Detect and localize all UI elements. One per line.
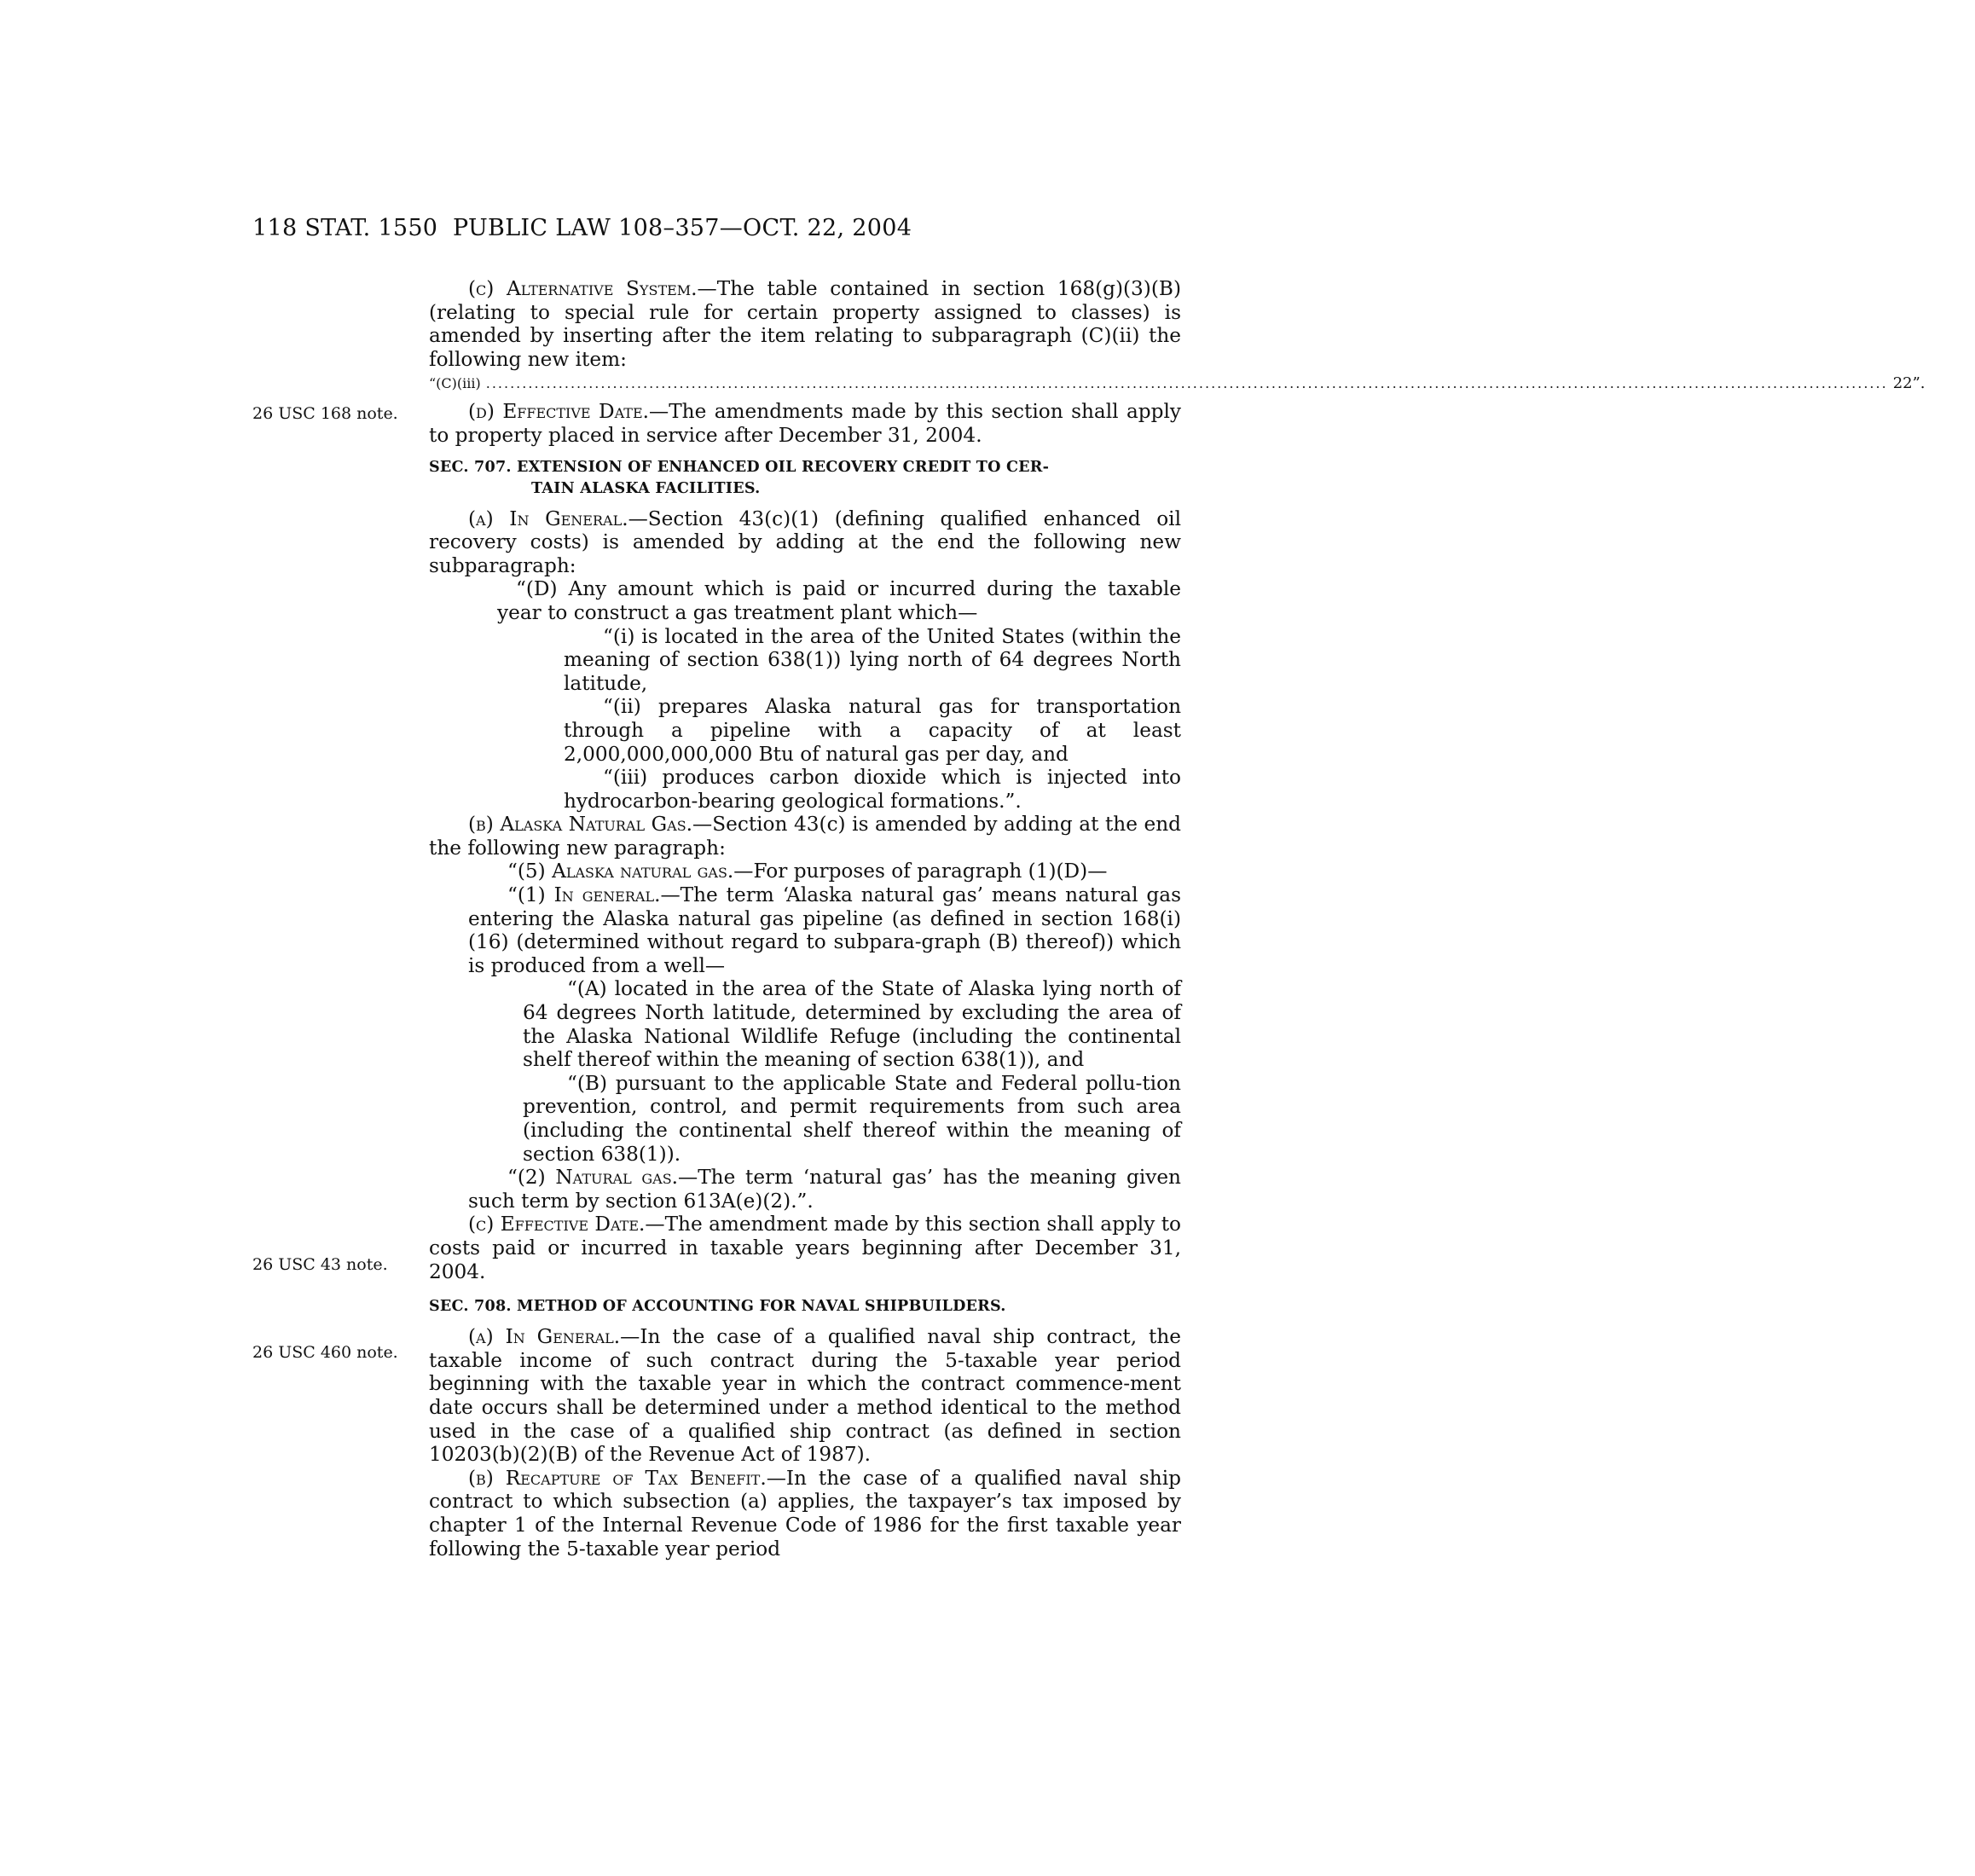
subsection-707b: [429, 813, 1181, 860]
quoted-paragraph-1: [429, 883, 1181, 977]
subsection-text: —Section 43(c) is amended by adding at the end the following new paragraph:: [429, 813, 1181, 860]
paragraph-text: —The term ‘natural gas’ has the meaning given such term by section 613A(e)(2).”.: [468, 1166, 1181, 1213]
table-item-line: [429, 373, 1926, 395]
paragraph-heading: “(5) Alaska natural gas.: [507, 860, 734, 883]
section-707-title: [429, 456, 1181, 499]
quoted-clause-iii: “(iii) produces carbon dioxide which is injected into hydrocarbon-bearing geological formations.”.: [564, 766, 1181, 813]
subsection-heading: (b) Recapture of Tax Benefit.: [468, 1466, 767, 1490]
public-law-title: PUBLIC LAW 108–357—OCT. 22, 2004: [453, 215, 912, 241]
margin-note-168: 26 USC 168 note.: [252, 404, 398, 423]
subsection-heading: (a) In General.: [468, 507, 628, 530]
subsection-text: —The table contained in section 168(g)(3)(B) (relating to special rule for certain property assigned to classes) is amended by inserting after the item relating to subparagraph (C)(ii) the following new item:: [429, 277, 1181, 371]
quoted-clause-ii: “(ii) prepares Alaska natural gas for transportation through a pipeline with a capacity of at least 2,000,000,000,000 Btu of natural gas per day, and: [564, 695, 1181, 766]
subsection-707c: [429, 1213, 1181, 1283]
table-item-label: “(C)(iii): [429, 375, 481, 392]
page-header: [252, 213, 1182, 244]
section-title-line: SEC. 707. EXTENSION OF ENHANCED OIL RECOVERY CREDIT TO CER-: [429, 457, 1050, 476]
margin-note-43: 26 USC 43 note.: [252, 1255, 388, 1274]
section-708-title: SEC. 708. METHOD OF ACCOUNTING FOR NAVAL SHIPBUILDERS.: [429, 1297, 1006, 1316]
paragraph-text: —For purposes of paragraph (1)(D)—: [733, 860, 1108, 883]
subsection-708a: [429, 1325, 1181, 1467]
paragraph-heading: “(2) Natural gas.: [507, 1166, 679, 1190]
statute-page-number: 118 STAT. 1550: [252, 215, 438, 241]
document-body: [429, 277, 1926, 1560]
table-item-value: 22”.: [1892, 374, 1926, 393]
quoted-paragraph-5: [429, 860, 1181, 883]
subsection-706c: [429, 277, 1181, 371]
subsection-heading: (c) Effective Date.: [468, 1213, 646, 1236]
quoted-clause-i: “(i) is located in the area of the United States (within the meaning of section 638(1)) lying north of 64 degrees North latitude,: [564, 624, 1181, 695]
quoted-subparagraph-B: “(B) pursuant to the applicable State and Federal pollu-tion prevention, control, and permit requirements from such area (including the continental shelf thereof within the meaning of section 638(1)).: [523, 1071, 1181, 1166]
quoted-subparagraph-A: “(A) located in the area of the State of Alaska lying north of 64 degrees North latitude, determined by excluding the area of the Alaska National Wildlife Refuge (including the continental shelf thereof within the meaning of section 638(1)), and: [523, 977, 1181, 1072]
leader-dots: ........................................................................................................................................................................................................................................: [485, 375, 1888, 392]
subsection-text: —The amendment made by this section shall apply to costs paid or incurred in taxable years beginning after December 31, 2004.: [429, 1213, 1181, 1283]
subsection-heading: (a) In General.: [468, 1325, 621, 1349]
subsection-707a: [429, 507, 1181, 578]
quoted-paragraph-2: [429, 1166, 1181, 1213]
subsection-heading: (b) Alaska Natural Gas.: [468, 813, 693, 837]
subsection-text: —Section 43(c)(1) (defining qualified enhanced oil recovery costs) is amended by adding at the end the following new subparagraph:: [429, 507, 1181, 577]
section-title-line: TAIN ALASKA FACILITIES.: [531, 478, 761, 497]
subsection-heading: (c) Alternative System.: [468, 277, 698, 300]
subsection-708b: [429, 1467, 1181, 1560]
subsection-706d: [429, 400, 1181, 447]
subsection-text: —The amendments made by this section shall apply to property placed in service after December 31, 2004.: [429, 400, 1181, 447]
paragraph-heading: “(1) In general.: [507, 883, 661, 907]
margin-note-460: 26 USC 460 note.: [252, 1343, 398, 1362]
subsection-heading: (d) Effective Date.: [468, 400, 650, 424]
paragraph-text: —The term ‘Alaska natural gas’ means natural gas entering the Alaska natural gas pipeline (as defined in section 168(i)(16) (determined without regard to subpara-graph (B) thereof)) which is produced from a well—: [468, 883, 1182, 977]
subsection-text: —In the case of a qualified naval ship contract to which subsection (a) applies, the taxpayer’s tax imposed by chapter 1 of the Internal Revenue Code of 1986 for the first taxable year following the 5-taxable year period: [429, 1466, 1181, 1560]
subsection-text: —In the case of a qualified naval ship contract, the taxable income of such contract during the 5-taxable year period beginning with the taxable year in which the contract commence-ment date occurs shall be determined under a method identical to the method used in the case of a qualified ship contract (as defined in section 10203(b)(2)(B) of the Revenue Act of 1987).: [429, 1325, 1181, 1467]
quoted-subparagraph-D: “(D) Any amount which is paid or incurred during the taxable year to construct a gas treatment plant which—: [497, 577, 1181, 624]
